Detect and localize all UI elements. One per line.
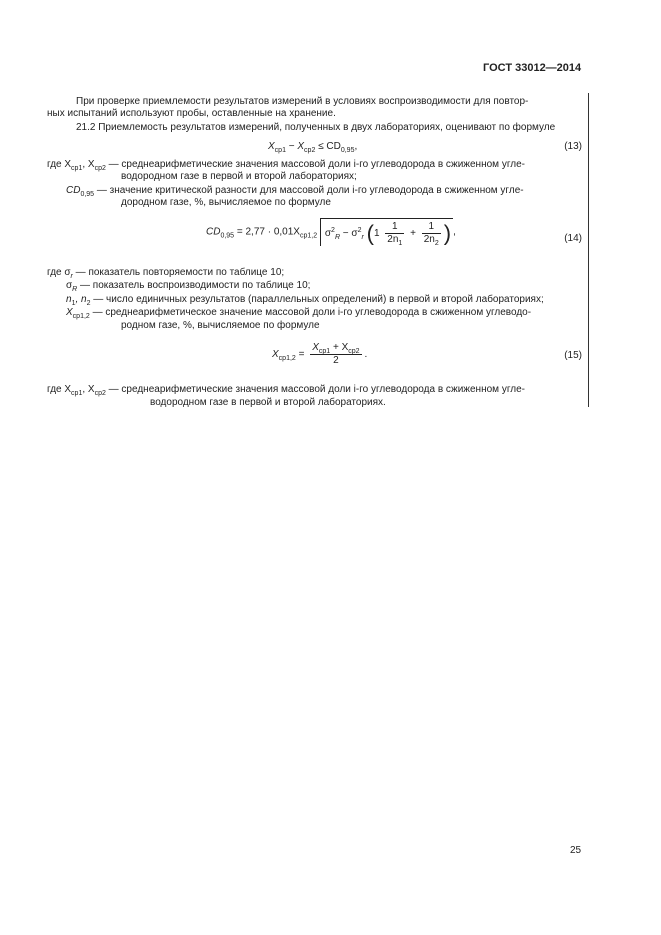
fraction-2: $\frac{1}{2n_2}$ <box>423 221 439 247</box>
formula-14: $CD_{0,95} = 2,77 \cdot 0,01X_{ср1,2}$ $\sigma^2_R - \sigma^2_r$ (1 $\frac{1}{2n_1}$ + $\frac{1}{2n_2}$ ) , <box>206 218 456 246</box>
page-number: 25 <box>570 845 582 856</box>
where-2-sigma-R: $\sigma_R$ — показатель воспроизводимости по таблице 10; <box>66 280 311 293</box>
where-2-x-line-1: $X_{ср1,2}$ — среднеарифметическое значение массовой доли i-го углеводорода в сжиженном углеводо- <box>66 307 532 320</box>
where-1-cd-line-2: дородном газе, %, вычисляемое по формуле <box>121 197 331 208</box>
where-2-x-line-2: родном газе, %, вычисляемое по формуле <box>121 320 320 331</box>
where-1-cd-line-1: $CD_{0,95}$ — значение критической разности для массовой доли i-го углеводорода в сжиженном угле- <box>66 185 524 198</box>
paragraph-1-line-2: ных испытаний используют пробы, оставленные на хранение. <box>47 108 336 119</box>
margin-rule <box>588 93 589 407</box>
equation-number-15: (15) <box>564 350 582 361</box>
where-1-line-1: где $X_{ср1}$, $X_{ср2}$ — среднеарифметические значения массовой доли i-го углеводорода в сжиженном угле- <box>47 159 525 172</box>
equation-number-14: (14) <box>564 233 582 244</box>
fraction-1: $\frac{1}{2n_1}$ <box>387 221 403 247</box>
fraction-15: $\frac{X_{ср1} + X_{ср2}}{2}$ <box>312 342 360 366</box>
where-3-line-2: водородном газе в первой и второй лабораториях. <box>150 397 386 408</box>
where-3-line-1: где $X_{ср1}$, $X_{ср2}$ — среднеарифметические значения массовой доли i-го углеводорода в сжиженном угле- <box>47 384 525 397</box>
formula-13: $X_{ср1} - X_{ср2} \le CD_{0,95}$, <box>268 141 358 154</box>
where-2-sigma-r: где $\sigma_r$ — показатель повторяемости по таблице 10; <box>47 267 285 280</box>
paragraph-2: 21.2 Приемлемость результатов измерений, полученных в двух лабораториях, оценивают по формуле <box>76 122 556 133</box>
where-1-line-2: водородном газе в первой и второй лабораториях; <box>121 171 357 182</box>
document-header: ГОСТ 33012—2014 <box>483 62 582 74</box>
paragraph-1-line-1: При проверке приемлемости результатов измерений в условиях воспроизводимости для повтор- <box>76 96 529 107</box>
square-root: $\sigma^2_R - \sigma^2_r$ (1 $\frac{1}{2n_1}$ + $\frac{1}{2n_2}$ ) <box>320 218 453 246</box>
equation-number-13: (13) <box>564 141 582 152</box>
formula-15: $X_{ср1,2}$ = $\frac{X_{ср1} + X_{ср2}}{2}$ . <box>272 342 368 366</box>
where-2-n: $n_1$, $n_2$ — число единичных результатов (параллельных определений) в первой и второй лабораториях; <box>66 294 544 307</box>
